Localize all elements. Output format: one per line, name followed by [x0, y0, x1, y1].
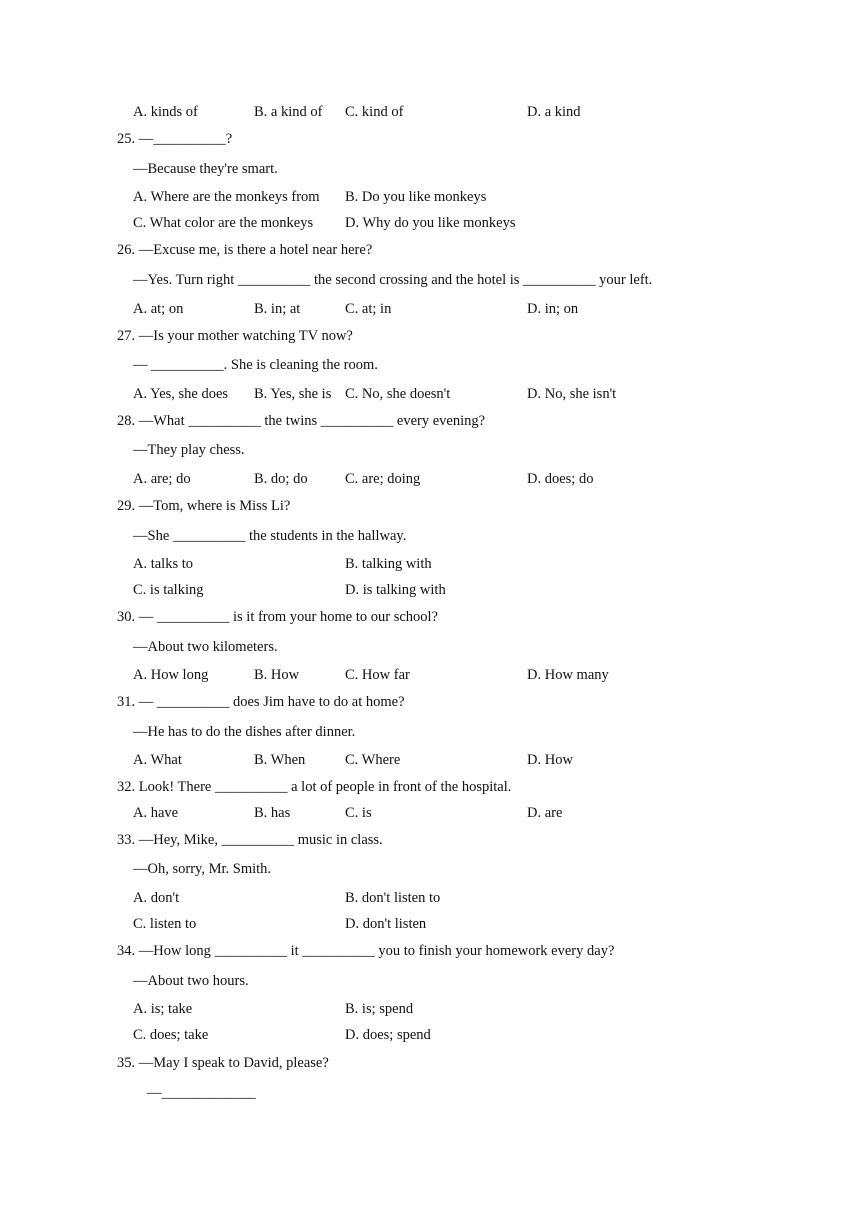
- option-a: A. kinds of: [133, 104, 198, 120]
- question-30-answer: —About two kilometers.: [133, 639, 278, 655]
- options-row-q33-1: [0, 890, 860, 912]
- options-row-q34-2: [0, 1027, 860, 1049]
- question-34-stem: 34. —How long __________ it __________ you to finish your homework every day?: [117, 943, 615, 959]
- options-row-q25-2: [0, 215, 860, 237]
- option-c: C. How far: [345, 667, 410, 683]
- question-29-answer: —She __________ the students in the hallway.: [133, 528, 407, 544]
- options-row-q31: [0, 752, 860, 774]
- option-b: B. Do you like monkeys: [345, 189, 487, 205]
- option-b: B. How: [254, 667, 300, 683]
- option-c: C. is: [345, 805, 372, 821]
- option-c: C. does; take: [133, 1027, 209, 1043]
- option-a: A. Yes, she does: [133, 386, 229, 402]
- option-d: D. does; spend: [345, 1027, 431, 1043]
- question-35-answer: —_____________: [147, 1085, 256, 1101]
- option-d: D. does; do: [527, 471, 594, 487]
- question-31-stem: 31. — __________ does Jim have to do at home?: [117, 694, 405, 710]
- options-row-q30: [0, 667, 860, 689]
- question-25-answer: —Because they're smart.: [133, 161, 278, 177]
- question-35-stem: 35. —May I speak to David, please?: [117, 1055, 329, 1071]
- option-b: B. a kind of: [254, 104, 323, 120]
- option-a: A. at; on: [133, 301, 184, 317]
- option-d: D. in; on: [527, 301, 579, 317]
- question-26-stem: 26. —Excuse me, is there a hotel near here?: [117, 242, 373, 258]
- option-c: C. Where: [345, 752, 401, 768]
- options-row-q26: [0, 301, 860, 323]
- question-32-stem: 32. Look! There __________ a lot of people in front of the hospital.: [117, 779, 512, 795]
- option-b: B. Yes, she is: [254, 386, 332, 402]
- option-a: A. are; do: [133, 471, 191, 487]
- option-b: B. in; at: [254, 301, 301, 317]
- question-27-answer: — __________. She is cleaning the room.: [133, 357, 378, 373]
- question-33-answer: —Oh, sorry, Mr. Smith.: [133, 861, 272, 877]
- question-27-stem: 27. —Is your mother watching TV now?: [117, 328, 353, 344]
- question-29-stem: 29. —Tom, where is Miss Li?: [117, 498, 291, 514]
- options-row-q32: [0, 805, 860, 827]
- option-c: C. listen to: [133, 916, 197, 932]
- options-row-q24: [0, 104, 860, 126]
- question-34-answer: —About two hours.: [133, 973, 249, 989]
- option-b: B. is; spend: [345, 1001, 414, 1017]
- option-b: B. When: [254, 752, 306, 768]
- option-a: A. How long: [133, 667, 209, 683]
- options-row-q34-1: [0, 1001, 860, 1023]
- options-row-q29-2: [0, 582, 860, 604]
- question-31-answer: —He has to do the dishes after dinner.: [133, 724, 356, 740]
- option-d: D. Why do you like monkeys: [345, 215, 516, 231]
- option-c: C. What color are the monkeys: [133, 215, 314, 231]
- option-b: B. do; do: [254, 471, 308, 487]
- option-b: B. don't listen to: [345, 890, 441, 906]
- option-a: A. don't: [133, 890, 180, 906]
- option-d: D. a kind: [527, 104, 581, 120]
- option-a: A. is; take: [133, 1001, 193, 1017]
- option-c: C. are; doing: [345, 471, 421, 487]
- question-26-answer: —Yes. Turn right __________ the second crossing and the hotel is __________ your left.: [133, 272, 653, 288]
- option-a: A. have: [133, 805, 179, 821]
- option-a: A. talks to: [133, 556, 194, 572]
- options-row-q29-1: [0, 556, 860, 578]
- option-b: B. talking with: [345, 556, 432, 572]
- option-b: B. has: [254, 805, 291, 821]
- option-c: C. at; in: [345, 301, 392, 317]
- options-row-q27: [0, 386, 860, 408]
- question-33-stem: 33. —Hey, Mike, __________ music in class.: [117, 832, 383, 848]
- options-row-q25-1: [0, 189, 860, 211]
- option-a: A. Where are the monkeys from: [133, 189, 320, 205]
- question-28-stem: 28. —What __________ the twins __________ every evening?: [117, 413, 486, 429]
- options-row-q28: [0, 471, 860, 493]
- option-c: C. No, she doesn't: [345, 386, 451, 402]
- question-30-stem: 30. — __________ is it from your home to our school?: [117, 609, 438, 625]
- option-d: D. are: [527, 805, 563, 821]
- options-row-q33-2: [0, 916, 860, 938]
- question-25-stem: 25. —__________?: [117, 131, 233, 147]
- option-a: A. What: [133, 752, 182, 768]
- option-c: C. is talking: [133, 582, 204, 598]
- question-28-answer: —They play chess.: [133, 442, 245, 458]
- option-d: D. No, she isn't: [527, 386, 617, 402]
- option-d: D. is talking with: [345, 582, 446, 598]
- option-d: D. How: [527, 752, 573, 768]
- option-c: C. kind of: [345, 104, 404, 120]
- option-d: D. How many: [527, 667, 609, 683]
- option-d: D. don't listen: [345, 916, 427, 932]
